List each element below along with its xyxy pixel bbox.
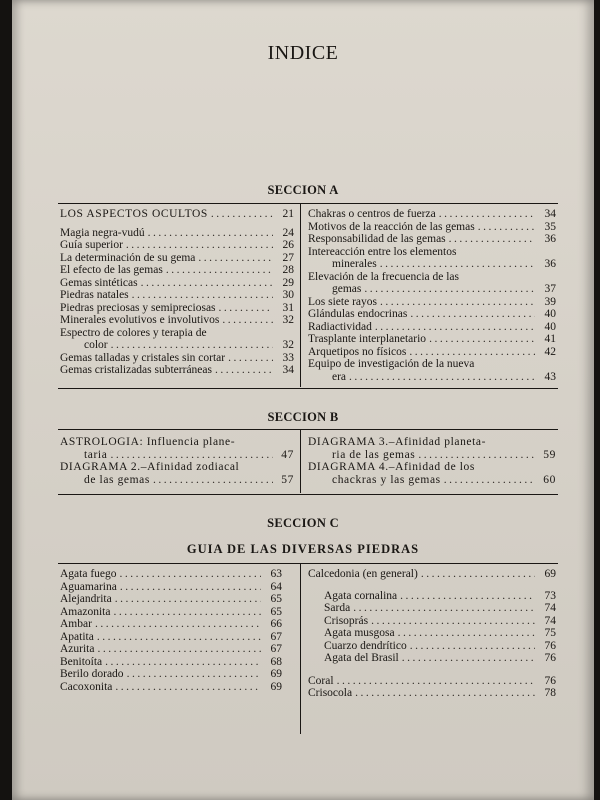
- leader-dots: [429, 333, 535, 346]
- toc-page-number: 26: [282, 239, 294, 251]
- leader-dots: [364, 283, 535, 296]
- toc-entry: [324, 627, 556, 640]
- leader-dots: [355, 687, 535, 700]
- toc-entry: [60, 618, 282, 631]
- leader-dots: [418, 449, 535, 462]
- toc-page-number: 75: [544, 627, 556, 639]
- toc-entry-row: [308, 675, 556, 688]
- toc-entry-row: [60, 289, 294, 302]
- toc-entry-row: [308, 449, 556, 462]
- toc-entry-line1: DIAGRAMA 3.–Afinidad planeta-: [308, 436, 487, 448]
- toc-page-number: 59: [543, 448, 556, 461]
- toc-page-number: 24: [282, 226, 294, 239]
- toc-entry-label: Los siete rayos: [308, 295, 377, 308]
- leader-dots: [402, 652, 535, 665]
- toc-entry-row: [60, 277, 294, 290]
- toc-entry-row: [308, 283, 556, 296]
- toc-entry-row: [308, 371, 556, 384]
- toc-entry: [308, 321, 556, 334]
- toc-entry-row: [60, 593, 282, 606]
- toc-entry-label: Arquetipos no físicos: [308, 345, 407, 358]
- toc-entry-label: Piedras preciosas y semipreciosas: [60, 301, 216, 314]
- section-b-left-column: [60, 436, 294, 486]
- leader-dots: [126, 239, 273, 252]
- toc-entry-row: [60, 668, 282, 681]
- section-b-bottom-rule: [58, 494, 558, 495]
- toc-entry: [60, 656, 282, 669]
- toc-entry-row: [60, 302, 294, 315]
- toc-entry-label: Gemas cristalizadas subterráneas: [60, 364, 212, 376]
- toc-page-number: 69: [270, 680, 282, 693]
- leader-dots: [444, 474, 535, 487]
- toc-page-number: 32: [282, 339, 294, 351]
- toc-entry-label: Crisocola: [308, 687, 353, 699]
- toc-entry: [60, 631, 282, 644]
- toc-entry-row: [60, 449, 294, 462]
- leader-dots: [97, 643, 261, 656]
- toc-entry: [60, 581, 282, 594]
- leader-dots: [410, 640, 535, 653]
- toc-page-number: 63: [270, 568, 282, 580]
- toc-entry: [60, 668, 282, 681]
- toc-entry: [324, 640, 556, 653]
- toc-entry: [308, 296, 556, 309]
- leader-dots: [349, 371, 535, 384]
- toc-entry: [60, 364, 294, 377]
- toc-entry-row: [324, 627, 556, 640]
- toc-page-number: 68: [270, 655, 282, 668]
- toc-entry-line1: Intereacción entre los elementos: [308, 245, 457, 258]
- section-c-subheading: GUIA DE LAS DIVERSAS PIEDRAS: [186, 542, 420, 556]
- toc-entry-label: Glándulas endocrinas: [308, 308, 408, 320]
- toc-page-number: 29: [282, 276, 294, 289]
- toc-entry-label: Berilo dorado: [60, 668, 124, 680]
- toc-entry-label: gemas: [332, 283, 362, 295]
- leader-dots: [115, 593, 261, 606]
- toc-entry-label: Agata musgosa: [324, 627, 395, 639]
- leader-dots: [219, 302, 273, 315]
- toc-entry: [60, 314, 294, 327]
- toc-entry-row: [60, 656, 282, 669]
- toc-entry-label: Calcedonia (en general): [308, 568, 418, 580]
- toc-entry-row: [60, 631, 282, 644]
- toc-entry-label: ria de las gemas: [332, 448, 416, 461]
- toc-page-number: 67: [270, 630, 282, 643]
- toc-page-number: 64: [270, 580, 282, 593]
- toc-entry-line1: ASTROLOGIA: Influencia plane-: [60, 436, 236, 448]
- toc-entry: [60, 593, 282, 606]
- section-b-divider: [300, 430, 301, 493]
- toc-entry-row: [60, 681, 282, 694]
- toc-page-number: 31: [282, 301, 294, 314]
- leader-dots: [400, 590, 535, 603]
- toc-entry: [60, 302, 294, 315]
- toc-entry-label: Agata del Brasil: [324, 652, 399, 664]
- toc-page-number: 76: [544, 652, 556, 664]
- toc-entry-label: Chakras o centros de fuerza: [308, 208, 436, 220]
- toc-page-number: 57: [281, 473, 294, 486]
- leader-dots: [110, 449, 273, 462]
- toc-page-number: 41: [544, 333, 556, 345]
- toc-entry: [60, 461, 294, 486]
- toc-page-number: 28: [282, 264, 294, 276]
- toc-entry-row: [60, 239, 294, 252]
- toc-page-number: 65: [270, 593, 282, 605]
- toc-page-number: 32: [282, 314, 294, 326]
- toc-entry-row: [308, 474, 556, 487]
- toc-entry: [308, 461, 556, 486]
- toc-page-number: 34: [282, 364, 294, 376]
- leader-dots: [478, 221, 535, 234]
- toc-entry-row: [60, 227, 294, 240]
- toc-entry-row: [324, 602, 556, 615]
- toc-page-number: 42: [544, 345, 556, 358]
- toc-entry-row: [308, 568, 556, 581]
- toc-page-number: 74: [544, 602, 556, 614]
- leader-dots: [120, 568, 261, 581]
- toc-page-number: 40: [544, 308, 556, 320]
- toc-entry-label: era: [332, 370, 347, 383]
- toc-entry-label: Agata fuego: [60, 568, 117, 580]
- leader-dots: [132, 289, 273, 302]
- leader-dots: [398, 627, 535, 640]
- section-c-divider: [300, 564, 301, 734]
- toc-page-number: 69: [544, 568, 556, 580]
- section-a-top-rule: [58, 203, 558, 204]
- toc-entry-line1: DIAGRAMA 4.–Afinidad de los: [308, 461, 475, 473]
- toc-entry-row: [308, 221, 556, 234]
- toc-entry-row: [60, 339, 294, 352]
- toc-entry-row: [308, 258, 556, 271]
- leader-dots: [105, 656, 261, 669]
- toc-entry-row: [308, 233, 556, 246]
- toc-entry: [308, 568, 556, 581]
- section-a-heading: SECCION A: [267, 183, 339, 197]
- toc-entry: [308, 221, 556, 234]
- toc-page-number: 33: [282, 351, 294, 364]
- toc-entry: [308, 333, 556, 346]
- toc-entry-label: Motivos de la reacción de las gemas: [308, 220, 475, 233]
- leader-dots: [337, 675, 535, 688]
- leader-dots: [380, 258, 535, 271]
- toc-entry: [308, 246, 556, 271]
- toc-entry: [60, 227, 294, 240]
- section-b-right-column: [308, 436, 556, 486]
- toc-entry: [308, 346, 556, 359]
- toc-entry-label: Benitoíta: [60, 655, 103, 668]
- toc-entry-label: Gemas sintéticas: [60, 276, 138, 289]
- toc-page-number: 60: [543, 473, 556, 486]
- toc-page-number: 73: [544, 589, 556, 602]
- toc-entry: [308, 233, 556, 246]
- toc-entry: [60, 277, 294, 290]
- toc-entry-label: Radiactividad: [308, 320, 372, 333]
- toc-entry-row: [60, 643, 282, 656]
- toc-page-number: 76: [544, 674, 556, 687]
- toc-entry: [60, 264, 294, 277]
- section-c-top-rule: [58, 563, 558, 564]
- leader-dots: [166, 264, 273, 277]
- toc-entry: [308, 436, 556, 461]
- toc-page-number: 35: [544, 220, 556, 233]
- leader-dots: [449, 233, 535, 246]
- leader-dots: [97, 631, 261, 644]
- toc-entry-label: El efecto de las gemas: [60, 264, 163, 276]
- toc-entry-label: chackras y las gemas: [332, 473, 441, 486]
- toc-entry: [308, 687, 556, 700]
- toc-after-group: [308, 675, 556, 700]
- toc-entry-label: de las gemas: [84, 473, 150, 486]
- section-c-heading: SECCION C: [267, 516, 339, 530]
- toc-page-number: 78: [544, 687, 556, 699]
- leader-dots: [371, 615, 535, 628]
- section-a-bottom-rule: [58, 388, 558, 389]
- toc-entry-row: [308, 321, 556, 334]
- toc-entry-label: Aguamarina: [60, 580, 117, 593]
- leader-dots: [215, 364, 273, 377]
- toc-entry-label: Ambar: [60, 618, 92, 630]
- leader-dots: [353, 602, 535, 615]
- toc-entry-label: Crisoprás: [324, 614, 369, 627]
- toc-entry-row: [308, 208, 556, 221]
- section-a-left-column: [60, 208, 294, 377]
- toc-entry: [60, 208, 294, 221]
- toc-entry-label: Agata cornalina: [324, 589, 398, 602]
- toc-entry-line1: Equipo de investigación de la nueva: [308, 358, 475, 370]
- toc-page-number: 39: [544, 295, 556, 308]
- toc-entry-row: [324, 652, 556, 665]
- toc-entry-row: [60, 352, 294, 365]
- toc-entry-row: [60, 581, 282, 594]
- toc-page-number: 21: [282, 208, 294, 220]
- toc-page-number: 66: [270, 618, 282, 630]
- toc-entry-line1: Espectro de colores y terapia de: [60, 326, 207, 339]
- toc-entry-label: Responsabilidad de las gemas: [308, 233, 446, 245]
- toc-entry-label: Gemas talladas y cristales sin cortar: [60, 351, 226, 364]
- toc-entry-label: Coral: [308, 674, 334, 687]
- toc-entry-label: Trasplante interplanetario: [308, 333, 427, 345]
- toc-entry-line1: Elevación de la frecuencia de las: [308, 270, 460, 283]
- leader-dots: [95, 618, 261, 631]
- toc-entry-row: [60, 264, 294, 277]
- toc-entry-row: [308, 687, 556, 700]
- toc-entry: [60, 252, 294, 265]
- toc-entry-row: [324, 640, 556, 653]
- toc-entry-row: [60, 474, 294, 487]
- toc-entry-row: [308, 296, 556, 309]
- toc-subgroup: [308, 590, 556, 665]
- toc-entry-label: Alejandrita: [60, 593, 112, 605]
- toc-entry-label: Sarda: [324, 602, 351, 614]
- leader-dots: [111, 339, 273, 352]
- toc-entry: [60, 239, 294, 252]
- toc-entry: [60, 327, 294, 352]
- toc-entry-label: Cuarzo dendrítico: [324, 639, 407, 652]
- toc-page-number: 37: [544, 283, 556, 295]
- toc-entry: [308, 358, 556, 383]
- toc-entry-row: [60, 364, 294, 377]
- toc-entry: [308, 208, 556, 221]
- leader-dots: [409, 346, 535, 359]
- toc-page-number: 65: [270, 605, 282, 618]
- section-b-top-rule: [58, 429, 558, 430]
- toc-entry: [324, 615, 556, 628]
- toc-entry-row: [60, 208, 294, 221]
- leader-dots: [127, 668, 261, 681]
- leader-dots: [380, 296, 535, 309]
- toc-entry-label: La determinación de su gema: [60, 251, 196, 264]
- toc-entry: [308, 308, 556, 321]
- toc-entry-row: [308, 308, 556, 321]
- leader-dots: [115, 681, 261, 694]
- book-page: [12, 0, 594, 800]
- leader-dots: [113, 606, 261, 619]
- section-a-right-column: [308, 208, 556, 383]
- toc-entry-row: [60, 568, 282, 581]
- toc-entry: [60, 643, 282, 656]
- toc-entry: [60, 606, 282, 619]
- leader-dots: [211, 208, 273, 221]
- toc-entry-label: Azurita: [60, 643, 95, 655]
- page-title: INDICE: [267, 42, 339, 64]
- toc-entry-row: [324, 590, 556, 603]
- toc-entry: [60, 568, 282, 581]
- toc-entry-row: [60, 314, 294, 327]
- toc-page-number: 69: [270, 668, 282, 680]
- section-c-left-column: [60, 568, 282, 693]
- toc-entry-label: Minerales evolutivos e involutivos: [60, 314, 220, 326]
- toc-entry-label: taria: [84, 448, 108, 461]
- toc-entry: [308, 675, 556, 688]
- leader-dots: [222, 314, 273, 327]
- toc-entry-label: Piedras natales: [60, 289, 129, 301]
- toc-page-number: 36: [544, 258, 556, 270]
- toc-entry-row: [60, 606, 282, 619]
- leader-dots: [148, 227, 273, 240]
- toc-entry-line1: DIAGRAMA 2.–Afinidad zodiacal: [60, 461, 240, 473]
- toc-page-number: 67: [270, 643, 282, 655]
- toc-entry: [324, 652, 556, 665]
- toc-entry: [60, 352, 294, 365]
- toc-page-number: 47: [281, 448, 294, 461]
- toc-entry-label: Guía superior: [60, 239, 123, 251]
- toc-page-number: 40: [544, 320, 556, 333]
- leader-dots: [153, 474, 273, 487]
- section-b-heading: SECCION B: [267, 410, 339, 424]
- toc-entry-row: [308, 346, 556, 359]
- section-c-right-column: [308, 568, 556, 700]
- toc-entry: [60, 681, 282, 694]
- toc-entry-row: [60, 252, 294, 265]
- section-a-divider: [300, 204, 301, 387]
- toc-page-number: 36: [544, 233, 556, 245]
- toc-page-number: 76: [544, 639, 556, 652]
- toc-entry-label: minerales: [332, 258, 377, 270]
- leader-dots: [375, 321, 535, 334]
- leader-dots: [141, 277, 273, 290]
- toc-entry-label: Apatita: [60, 630, 94, 643]
- toc-entry-label: Cacoxonita: [60, 680, 113, 693]
- leader-dots: [228, 352, 273, 365]
- leader-dots: [120, 581, 261, 594]
- leader-dots: [421, 568, 535, 581]
- toc-entry-label: color: [84, 339, 108, 351]
- toc-page-number: 30: [282, 289, 294, 301]
- toc-page-number: 74: [544, 614, 556, 627]
- toc-entry: [324, 602, 556, 615]
- toc-entry: [324, 590, 556, 603]
- toc-entry-row: [60, 618, 282, 631]
- toc-page-number: 34: [544, 208, 556, 220]
- toc-entry-label: LOS ASPECTOS OCULTOS: [60, 208, 208, 220]
- toc-entry: [60, 436, 294, 461]
- toc-entry-label: Magia negra-vudú: [60, 226, 145, 239]
- toc-page-number: 43: [544, 370, 556, 383]
- toc-entry-label: Amazonita: [60, 605, 111, 618]
- leader-dots: [198, 252, 273, 265]
- toc-entry-row: [308, 333, 556, 346]
- leader-dots: [439, 208, 535, 221]
- toc-entry-row: [324, 615, 556, 628]
- leader-dots: [410, 308, 535, 321]
- toc-entry: [308, 271, 556, 296]
- toc-entry: [60, 289, 294, 302]
- toc-page-number: 27: [282, 251, 294, 264]
